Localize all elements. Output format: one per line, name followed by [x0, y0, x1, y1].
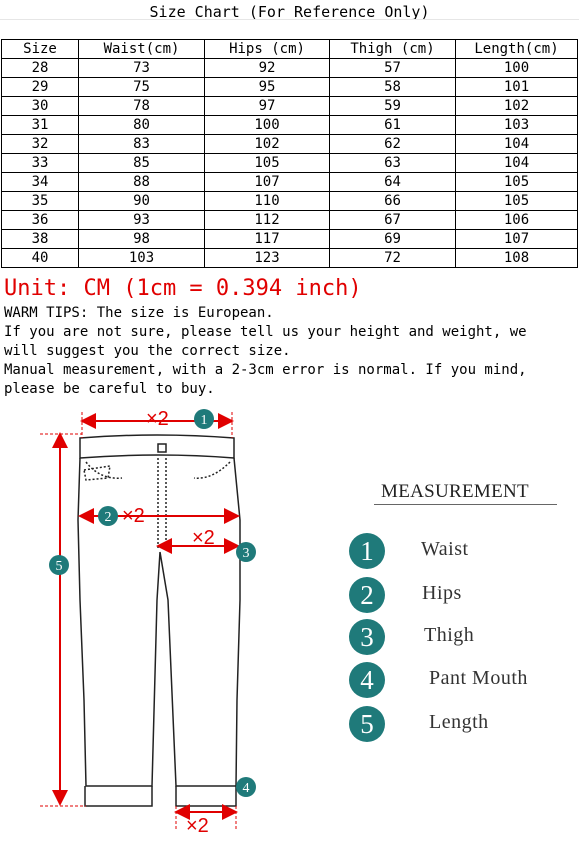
cell-size: 31: [2, 116, 79, 135]
cell-waist: 85: [79, 154, 205, 173]
cell-thigh: 59: [330, 97, 456, 116]
cell-length: 100: [456, 59, 578, 78]
cell-hips: 107: [205, 173, 330, 192]
cell-hips: 110: [205, 192, 330, 211]
cell-size: 38: [2, 230, 79, 249]
cell-hips: 105: [205, 154, 330, 173]
hips-multiplier: ×2: [122, 505, 145, 527]
header-thigh: Thigh (cm): [330, 40, 456, 59]
cell-waist: 98: [79, 230, 205, 249]
tips-line: Manual measurement, with a 2-3cm error is normal. If you mind,: [4, 362, 527, 378]
table-row: [2, 154, 578, 173]
cell-hips: 97: [205, 97, 330, 116]
badge-4-label: 4: [242, 781, 250, 796]
legend-item-waist: [349, 533, 579, 573]
cell-thigh: 62: [330, 135, 456, 154]
table-header-row: [2, 40, 578, 59]
legend-num: 5: [349, 706, 385, 742]
legend-item-hips: [349, 577, 579, 617]
badge-1-label: 1: [200, 413, 208, 428]
warm-tips: [4, 304, 576, 399]
cell-thigh: 66: [330, 192, 456, 211]
cell-hips: 112: [205, 211, 330, 230]
cell-size: 35: [2, 192, 79, 211]
cell-length: 105: [456, 173, 578, 192]
table-row: [2, 249, 578, 268]
legend-label: Length: [429, 711, 489, 733]
cell-thigh: 72: [330, 249, 456, 268]
table-row: [2, 97, 578, 116]
cell-waist: 78: [79, 97, 205, 116]
legend-num: 1: [349, 533, 385, 569]
cell-hips: 100: [205, 116, 330, 135]
cell-thigh: 69: [330, 230, 456, 249]
cell-length: 108: [456, 249, 578, 268]
legend-num: 3: [349, 619, 385, 655]
legend-divider: [374, 504, 557, 505]
cell-thigh: 58: [330, 78, 456, 97]
waist-multiplier: ×2: [146, 408, 169, 430]
cell-waist: 75: [79, 78, 205, 97]
cell-thigh: 61: [330, 116, 456, 135]
table-row: [2, 116, 578, 135]
mouth-multiplier: ×2: [186, 815, 209, 837]
cell-size: 32: [2, 135, 79, 154]
cell-waist: 88: [79, 173, 205, 192]
cell-hips: 117: [205, 230, 330, 249]
badge-2-label: 2: [104, 510, 112, 525]
cell-waist: 83: [79, 135, 205, 154]
cell-size: 33: [2, 154, 79, 173]
header-length: Length(cm): [456, 40, 578, 59]
badge-5-label: 5: [55, 559, 63, 574]
badge-4: [236, 777, 256, 797]
size-table: [1, 39, 578, 268]
cell-size: 28: [2, 59, 79, 78]
table-row: [2, 230, 578, 249]
cell-hips: 123: [205, 249, 330, 268]
cell-length: 101: [456, 78, 578, 97]
header-size: Size: [2, 40, 79, 59]
cell-length: 106: [456, 211, 578, 230]
cell-length: 104: [456, 135, 578, 154]
cell-size: 40: [2, 249, 79, 268]
cell-waist: 90: [79, 192, 205, 211]
tips-line: If you are not sure, please tell us your height and weight, we: [4, 324, 527, 340]
cell-hips: 95: [205, 78, 330, 97]
table-row: [2, 192, 578, 211]
legend-num: 4: [349, 662, 385, 698]
cell-waist: 80: [79, 116, 205, 135]
legend-title: MEASUREMENT: [381, 481, 529, 502]
badge-1: [194, 409, 214, 429]
cell-waist: 93: [79, 211, 205, 230]
cell-size: 30: [2, 97, 79, 116]
cell-waist: 73: [79, 59, 205, 78]
cell-thigh: 57: [330, 59, 456, 78]
badge-3-label: 3: [242, 546, 250, 561]
legend-item-length: [349, 706, 579, 746]
cell-length: 104: [456, 154, 578, 173]
table-row: [2, 173, 578, 192]
badge-3: [236, 542, 256, 562]
cell-waist: 103: [79, 249, 205, 268]
cell-length: 107: [456, 230, 578, 249]
table-row: [2, 59, 578, 78]
cell-hips: 102: [205, 135, 330, 154]
badge-2: [98, 506, 118, 526]
title-underline: [0, 19, 579, 40]
cell-length: 103: [456, 116, 578, 135]
unit-note: Unit: CM (1cm = 0.394 inch): [4, 276, 362, 301]
cell-thigh: 67: [330, 211, 456, 230]
cell-length: 102: [456, 97, 578, 116]
cell-size: 34: [2, 173, 79, 192]
thigh-multiplier: ×2: [192, 527, 215, 549]
badge-5: [49, 555, 69, 575]
legend-item-pant-mouth: [349, 662, 579, 702]
legend-label: Pant Mouth: [429, 667, 528, 689]
legend-num: 2: [349, 577, 385, 613]
cell-thigh: 64: [330, 173, 456, 192]
header-hips: Hips (cm): [205, 40, 330, 59]
legend-item-thigh: [349, 619, 579, 659]
table-row: [2, 78, 578, 97]
tips-line: will suggest you the correct size.: [4, 343, 291, 359]
cell-size: 36: [2, 211, 79, 230]
tips-line: WARM TIPS: The size is European.: [4, 305, 274, 321]
header-waist: Waist(cm): [79, 40, 205, 59]
table-row: [2, 211, 578, 230]
chart-title: Size Chart (For Reference Only): [149, 3, 430, 21]
legend-label: Thigh: [424, 624, 475, 646]
cell-length: 105: [456, 192, 578, 211]
table-row: [2, 135, 578, 154]
cell-size: 29: [2, 78, 79, 97]
pants-outline: [78, 435, 240, 806]
cell-hips: 92: [205, 59, 330, 78]
tips-line: please be careful to buy.: [4, 381, 215, 397]
legend-label: Waist: [421, 538, 469, 560]
legend-label: Hips: [422, 582, 462, 604]
cell-thigh: 63: [330, 154, 456, 173]
